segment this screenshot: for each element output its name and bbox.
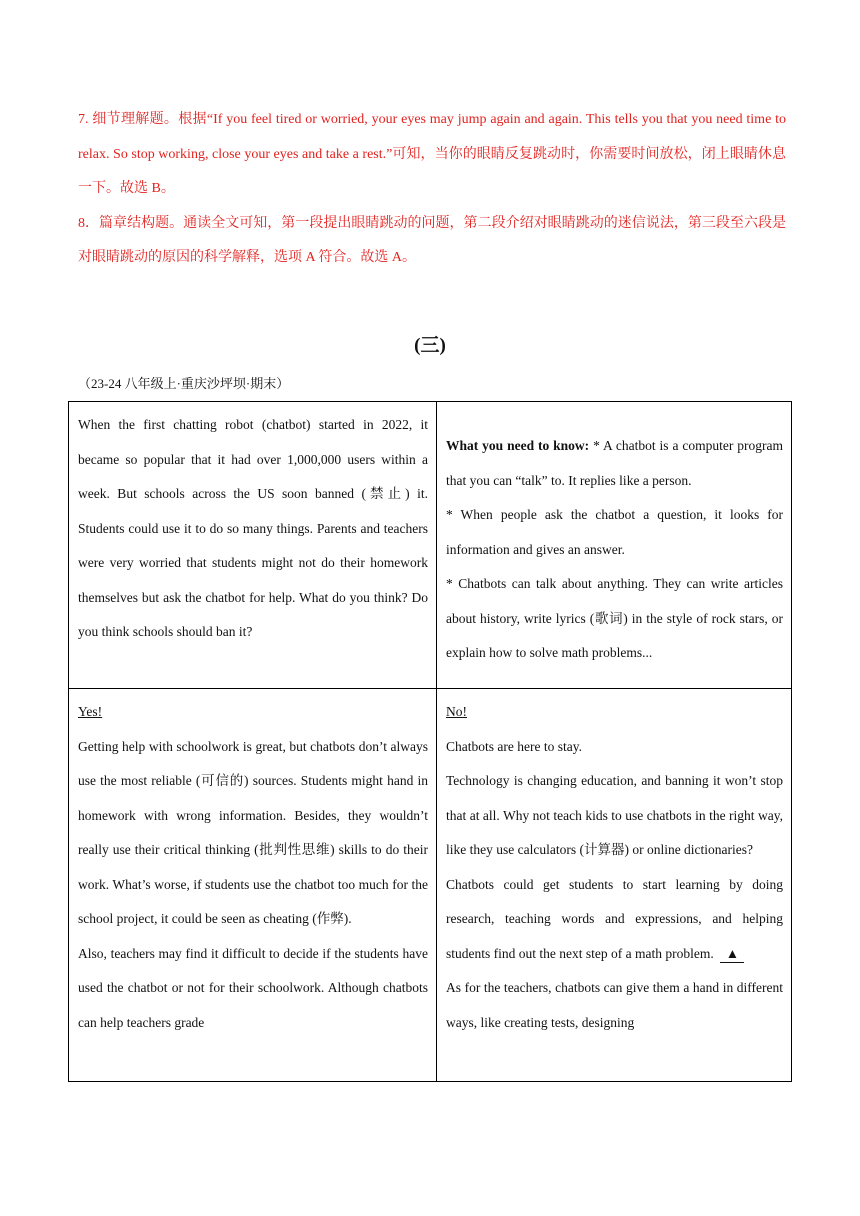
reading-table — [68, 401, 792, 1082]
yes-paragraph-1: Getting help with schoolwork is great, but chatbots don’t always use the most reliable (可信的) sources. Students might hand in homework with wrong information. Besides, they wouldn’t really use their critical thinking (批判性思维) skills to do their work. What’s worse, if students use the chatbot too much for the school project, it could be seen as cheating (作弊). — [78, 738, 428, 926]
answer-item-7: 7. 细节理解题。根据“If you feel tired or worried, your eyes may jump again and again. This tells you that you need time to relax. So stop working, close your eyes and take a rest.”可知，当你的眼睛反复跳动时，你需要时间放松，闭上眼睛休息一下。故选 B。 — [78, 112, 786, 196]
no-paragraph-2: Technology is changing education, and banning it won’t stop that at all. Why not teach kids to use chatbots in the right way, like they use calculators (计算器) or online dictionaries? — [446, 773, 783, 857]
no-paragraph-3-text: Chatbots could get students to start learning by doing research, teaching words and expressions, and helping students find out the next step of a math problem. — [446, 876, 783, 961]
table-row — [69, 689, 792, 1082]
answer-blank[interactable]: ▲ — [720, 946, 744, 963]
answer-explanations — [78, 103, 786, 276]
yes-heading: Yes! — [78, 704, 103, 719]
table-row — [69, 402, 792, 689]
know-text-1: * A chatbot is a computer program that you can “talk” to. It replies like a person. — [446, 438, 783, 488]
passage-source: （23-24 八年级上·重庆沙坪坝·期末） — [78, 376, 290, 391]
know-item-3: * Chatbots can talk about anything. They can write articles about history, write lyrics (歌词) in the style of rock stars, or explain how to solve math problems... — [446, 576, 783, 661]
no-paragraph-3 — [446, 868, 783, 972]
no-paragraph-1: Chatbots are here to stay. — [446, 738, 582, 754]
yes-cell — [69, 689, 437, 1082]
answer-item-8: 8．篇章结构题。通读全文可知，第一段提出眼睛跳动的问题，第二段介绍对眼睛跳动的迷信说法，第三段至六段是对眼睛跳动的原因的科学解释，选项 A 符合。故选 A。 — [78, 215, 786, 265]
know-item-2: * When people ask the chatbot a question, it looks for information and gives an answer. — [446, 507, 783, 557]
no-cell — [437, 689, 792, 1082]
no-paragraph-4: As for the teachers, chatbots can give them a hand in different ways, like creating tests, designing — [446, 980, 783, 1030]
know-item-1 — [446, 429, 783, 498]
intro-paragraph: When the first chatting robot (chatbot) started in 2022, it became so popular that it had over 1,000,000 users within a week. But schools across the US soon banned (禁止) it. Students could use it to do so many things. Parents and teachers were very worried that students might not do their homework themselves but ask the chatbot for help. What do you think? Do you think schools should ban it? — [78, 417, 428, 639]
know-label: What you need to know: — [446, 438, 590, 454]
yes-paragraph-2: Also, teachers may find it difficult to decide if the students have used the chatbot or not for their schoolwork. Although chatbots can help teachers grade — [78, 945, 428, 1030]
no-heading: No! — [446, 704, 467, 719]
intro-cell — [69, 402, 437, 689]
section-title: (三) — [414, 335, 446, 356]
what-you-need-to-know-cell — [437, 402, 792, 689]
